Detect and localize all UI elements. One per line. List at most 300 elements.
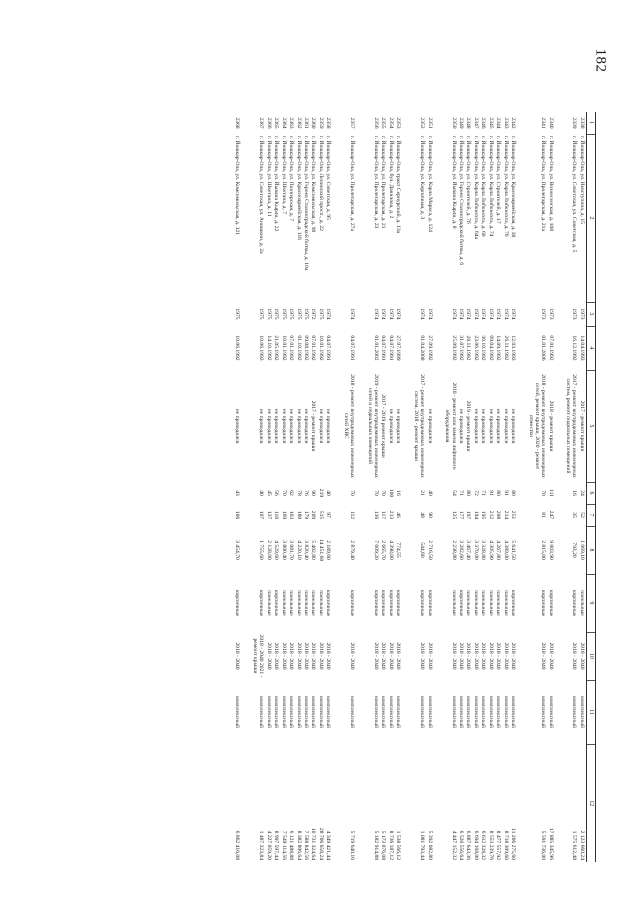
spacer-row [332, 112, 342, 862]
repair-type-cell: комплексный [450, 696, 457, 728]
repair-type-cell: комплексный [502, 696, 509, 728]
year-built-cell: 1974 [495, 308, 502, 320]
col7-value-cell: 136 [373, 510, 380, 520]
table-row [395, 112, 402, 862]
wall-material-cell: панельные [495, 590, 502, 616]
col7-value-cell: 212 [487, 510, 494, 520]
repair-type-cell: комплексный [465, 696, 472, 728]
repair-history-cell: не проводился [265, 408, 272, 444]
col7-value-cell: 46 [395, 512, 402, 518]
cost-cell: 8 997 597,44 [273, 830, 280, 860]
year-built-cell: 1974 [387, 308, 394, 320]
privatization-date-cell: 01.01.2002 [373, 335, 380, 361]
housing-repair-table [234, 112, 596, 862]
col6-value-cell: 70 [380, 490, 387, 496]
col7-value-cell: 194 [472, 510, 479, 520]
repair-type-cell: комплексный [317, 696, 324, 728]
repair-history-cell: 2017 - ремонт внутридомовых инженерных систем, 2018 - ремонт крыши [412, 374, 426, 478]
address-cell: г. Йошкар-Ола, ул. Комсомольская, д. 121 [234, 136, 241, 236]
address-cell: г. Йошкар-Ола, ул. Советская, ул. Анишкин, д. 2а [258, 136, 265, 254]
spacer-row [517, 112, 527, 862]
table-row [479, 112, 486, 862]
col6-value-cell: 40 [258, 490, 265, 496]
cost-cell: 6 862 416,08 [234, 830, 241, 860]
privatization-date-cell: 01.10.1992 [295, 335, 302, 361]
planned-period-cell: 2018 - 2040 [571, 642, 578, 670]
row-number-cell: 2360 [310, 117, 317, 129]
wall-material-cell: панельные [450, 590, 457, 616]
repair-type-cell: комплексный [387, 696, 394, 728]
col7-value-cell: 169 [280, 510, 287, 520]
privatization-date-cell: 21.05.1992 [273, 335, 280, 361]
planned-period-cell: 2018 - 2040 [265, 642, 272, 670]
year-built-cell: 1975 [295, 308, 302, 320]
spacer-row [433, 112, 443, 862]
repair-type-cell: комплексный [510, 696, 517, 728]
table-row [564, 112, 578, 862]
col6-value-cell: 16 [571, 490, 578, 496]
address-cell: г. Йошкар-Ола, ул. Йывана Кырли, д. 22 [273, 136, 280, 232]
repair-history-cell: не проводился [480, 408, 487, 444]
planned-period-cell: 2018 - 2040 [280, 642, 287, 670]
year-built-cell: 1975 [265, 308, 272, 320]
privatization-date-cell: 27.07.1999 [395, 335, 402, 361]
privatization-date-cell: 31.07.1992 [457, 335, 464, 361]
col7-value-cell: 180 [295, 510, 302, 520]
address-cell: г. Йошкар-Ола, ул. Пролетарская, д. 27а [349, 136, 356, 231]
header-cell: 11 [586, 680, 595, 744]
row-number-cell: 2364 [280, 117, 287, 129]
privatization-date-cell: 07.01.1992 [288, 335, 295, 361]
col7-value-cell: 48 [419, 512, 426, 518]
repair-history-cell: не проводился [288, 408, 295, 444]
year-built-cell: 1975 [234, 308, 241, 320]
col7-value-cell: 214 [502, 510, 509, 520]
year-built-cell: 1975 [280, 308, 287, 320]
area-cell: 2 238,80 [450, 540, 457, 560]
address-cell: г. Йошкар-Ола, ул. Строителей, д. 17 [495, 136, 502, 224]
address-cell: г. Йошкар-Ола, ул. Пролетарская, д. 23 [373, 136, 380, 229]
planned-period-cell: 2018 - 2040 [426, 642, 433, 670]
table-row [295, 112, 302, 862]
planned-period-cell: 2018 - 2040 [450, 642, 457, 670]
planned-period-cell: 2018 - 2040 [373, 642, 380, 670]
area-cell: 2 815,00 [540, 540, 547, 560]
repair-type-cell: комплексный [419, 696, 426, 728]
area-cell: 544,60 [419, 542, 426, 558]
col7-value-cell: 81 [540, 512, 547, 518]
address-cell: г. Йошкар-Ола, бул. Данилова, д. 2 [387, 136, 394, 219]
col7-value-cell: 177 [457, 510, 464, 520]
repair-type-cell: комплексный [288, 696, 295, 728]
area-cell: 2 716,50 [426, 540, 433, 560]
area-cell: 4 398,00 [387, 540, 394, 560]
repair-history-cell: не проводился [280, 408, 287, 444]
area-cell: 7 609,20 [373, 540, 380, 560]
cost-cell: 6 520 556,64 [457, 830, 464, 860]
cost-cell: 6 694 168,00 [472, 830, 479, 860]
repair-type-cell: комплексный [310, 696, 317, 728]
row-number-cell: 2354 [387, 117, 394, 129]
table-row [472, 112, 479, 862]
col7-value-cell: 107 [258, 510, 265, 520]
repair-history-cell: не проводился [472, 408, 479, 444]
privatization-date-cell: 14.04.1993 [578, 335, 585, 361]
repair-type-cell: комплексный [495, 696, 502, 728]
year-built-cell: 1974 [457, 308, 464, 320]
cost-cell: 1 538 566,12 [395, 830, 402, 860]
col6-value-cell: 71 [480, 490, 487, 496]
privatization-date-cell: 10.01.1992 [317, 335, 324, 361]
repair-history-cell: 2017 - ремонт внутридомовых инженерных систем, ремонт подвальных помещений [565, 374, 578, 478]
year-built-cell: 1973 [540, 308, 547, 320]
wall-material-cell: панельные [280, 590, 287, 616]
repair-history-cell: 2019 - ремонт внутридомовых инженерных сетей и подвальных помещений [366, 374, 380, 478]
header-cell: 5 [586, 370, 595, 482]
col6-value-cell: 45 [265, 490, 272, 496]
year-built-cell: 1975 [288, 308, 295, 320]
area-cell: 4 389,00 [502, 540, 509, 560]
privatization-date-cell: 25.09.1992 [450, 335, 457, 361]
col6-value-cell: 76 [302, 490, 309, 496]
address-cell: г. Йошкар-Ола, ул. Комсомольская, д. 90 [310, 136, 317, 233]
row-number-cell: 2339 [571, 117, 578, 129]
area-cell: 793,20 [571, 542, 578, 558]
address-cell: г. Йошкар-Ола, ул. Карла Либкнехта, д. 74 [487, 136, 494, 237]
cost-cell: 5 591 736,00 [540, 830, 547, 860]
row-number-cell: 2338 [578, 117, 585, 129]
privatization-date-cell: 07.01.1992 [547, 335, 554, 361]
spacer-cell [402, 112, 412, 862]
repair-type-cell: комплексный [325, 696, 332, 728]
table-row [251, 112, 265, 862]
col6-value-cell: 70 [540, 490, 547, 496]
cost-cell: 5 182 914,88 [373, 830, 380, 860]
col6-value-cell: 91 [487, 490, 494, 496]
spacer-cell [433, 112, 443, 862]
repair-type-cell: комплексный [472, 696, 479, 728]
col7-value-cell: 247 [547, 510, 554, 520]
address-cell: г. Йошкар-Ола, ул. Героев Сталинградской битвы, д. 10а [302, 136, 309, 271]
wall-material-cell: панельные [288, 590, 295, 616]
wall-material-cell: кирпичные [387, 589, 394, 617]
wall-material-cell: кирпичные [380, 589, 387, 617]
table-row [342, 112, 356, 862]
area-cell: 3 081,70 [288, 540, 295, 560]
cost-cell: 7 549 114,56 [280, 830, 287, 860]
area-cell: 774,55 [395, 542, 402, 558]
area-cell: 3 800,40 [280, 540, 287, 560]
planned-period-cell: 2018 - 2040 [380, 642, 387, 670]
col7-value-cell: 163 [288, 510, 295, 520]
address-cell: г. Йошкар-Ола, ул. Шкетана, д. 11 [265, 136, 272, 217]
wall-material-cell: кирпичные [510, 589, 517, 617]
privatization-date-cell: 10.01.1992 [280, 335, 287, 361]
area-cell: 3 454,70 [234, 540, 241, 560]
row-number-cell: 2350 [450, 117, 457, 129]
row-number-cell: 2340 [547, 117, 554, 129]
col7-value-cell: 118 [273, 510, 280, 520]
table-row [527, 112, 547, 862]
row-number-cell: 2358 [325, 117, 332, 129]
col6-value-cell: 16 [395, 490, 402, 496]
table-row [426, 112, 433, 862]
address-cell: г. Йошкар-Ола, ул. Пролетарская, д. 21 [380, 136, 387, 229]
col7-value-cell: 515 [317, 510, 324, 520]
year-built-cell: 1974 [380, 308, 387, 320]
address-cell: г. Йошкар-Ола, ул. Шкетана, д. 7 [280, 136, 287, 215]
planned-period-cell: 2018 - 2040 [288, 642, 295, 670]
privatization-date-cell: 04.07.1991 [325, 335, 332, 361]
year-built-cell: 1974 [502, 308, 509, 320]
header-cell: 10 [586, 632, 595, 680]
col6-value-cell: 62 [288, 490, 295, 496]
col6-value-cell: 80 [495, 490, 502, 496]
repair-type-cell: комплексный [426, 696, 433, 728]
planned-period-cell: 2018 - 2040 [234, 642, 241, 670]
table-row [494, 112, 501, 862]
planned-period-cell: 2018 - 2040 [349, 642, 356, 670]
privatization-date-cell: 10.06.1993 [258, 335, 265, 361]
year-built-cell: 1974 [419, 308, 426, 320]
header-cell: 1 [586, 112, 595, 134]
planned-period-cell: 2018 - 2040 [495, 642, 502, 670]
planned-period-cell: 2018 - 2040 [487, 642, 494, 670]
table-row [443, 112, 457, 862]
planned-period-cell: 2018 - 2040 [480, 642, 487, 670]
header-cell: 9 [586, 574, 595, 632]
repair-type-cell: комплексный [258, 696, 265, 728]
area-cell: 3 282,60 [457, 540, 464, 560]
repair-type-cell: комплексный [280, 696, 287, 728]
wall-material-cell: панельные [472, 590, 479, 616]
col7-value-cell: 52 [578, 512, 585, 518]
planned-period-cell: 2018 - 2040 [502, 642, 509, 670]
wall-material-cell: кирпичные [547, 589, 554, 617]
address-cell: г. Йошкар-Ола, ул. Героев Сталинградской битвы, д. 6 [457, 136, 464, 266]
cost-cell: 6 121 488,88 [288, 830, 295, 860]
col6-value-cell: 24 [578, 490, 585, 496]
address-cell: г. Йошкар-Ола, ул. Карла Либкнехта, д. 60 [480, 136, 487, 237]
wall-material-cell: кирпичные [273, 589, 280, 617]
repair-type-cell: комплексный [295, 696, 302, 728]
table-row [234, 112, 241, 862]
table-row [287, 112, 294, 862]
year-built-cell: 1974 [510, 308, 517, 320]
privatization-date-cell: 14.10.1992 [265, 335, 272, 361]
planned-period-cell: 2018 - 2040 [510, 642, 517, 670]
row-number-cell: 2359 [317, 117, 324, 129]
wall-material-cell: кирпичные [540, 589, 547, 617]
wall-material-cell: панельные [310, 590, 317, 616]
wall-material-cell: кирпичные [419, 589, 426, 617]
cost-cell: 2 123 660,24 [578, 830, 585, 860]
wall-material-cell: панельные [578, 590, 585, 616]
address-cell: г. Йошкар-Ола, ул. Карла Маркса, д. 124 [426, 136, 433, 232]
row-number-cell: 2351 [426, 117, 433, 129]
cost-cell: 8 553 239,76 [487, 830, 494, 860]
repair-type-cell: комплексный [547, 696, 554, 728]
row-number-cell: 2349 [457, 117, 464, 129]
wall-material-cell: кирпичные [258, 589, 265, 617]
col6-value-cell: 72 [472, 490, 479, 496]
privatization-date-cell: 27.09.1992 [426, 335, 433, 361]
privatization-date-cell: 20.11.1992 [465, 335, 472, 361]
wall-material-cell: панельные [480, 590, 487, 616]
wall-material-cell: панельные [465, 590, 472, 616]
cost-cell: 5 173 076,08 [380, 830, 387, 860]
year-built-cell: 1975 [273, 308, 280, 320]
row-number-cell: 2345 [487, 117, 494, 129]
year-built-cell: 1972 [310, 308, 317, 320]
repair-history-cell: 2018 - ремонт внутридомовых инженерных сетей, ремонт крыши, 2020 - ремонт отмостки [527, 374, 547, 478]
col7-value-cell: 117 [380, 510, 387, 520]
spacer-row [554, 112, 564, 862]
repair-history-cell: не проводился [502, 408, 509, 444]
cost-cell: 4 227 059,20 [265, 830, 272, 860]
col7-value-cell: 112 [349, 510, 356, 520]
col6-value-cell: 71 [457, 490, 464, 496]
wall-material-cell: кирпичные [457, 589, 464, 617]
cost-cell: 8 736 187,12 [387, 830, 394, 860]
row-number-cell: 2362 [295, 117, 302, 129]
row-number-cell: 2366 [265, 117, 272, 129]
area-cell: 5 402,80 [310, 540, 317, 560]
area-cell: 2 128,00 [265, 540, 272, 560]
col6-value-cell: 70 [349, 490, 356, 496]
repair-type-cell: комплексный [480, 696, 487, 728]
privatization-date-cell: 09.04.1992 [487, 335, 494, 361]
cost-cell: 7 588 842,56 [302, 830, 309, 860]
wall-material-cell: кирпичные [395, 589, 402, 617]
area-cell: 2 189,60 [325, 540, 332, 560]
col6-value-cell: 56 [273, 490, 280, 496]
header-cell: 3 [586, 302, 595, 326]
wall-material-cell: кирпичные [234, 589, 241, 617]
address-cell: г. Йошкар-Ола, ул. Карла Либкнехта, д. 76 [502, 136, 509, 237]
repair-history-cell: не проводился [457, 408, 464, 444]
row-number-cell: 2355 [380, 117, 387, 129]
wall-material-cell: панельные [317, 590, 324, 616]
row-number-cell: 2356 [373, 117, 380, 129]
col6-value-cell: 80 [465, 490, 472, 496]
col6-value-cell: 80 [510, 490, 517, 496]
header-cell: 2 [586, 134, 595, 302]
cost-cell: 11 206 275,60 [510, 828, 517, 860]
table-row [465, 112, 472, 862]
planned-period-cell: 2018 - 2040 [419, 642, 426, 670]
col6-value-cell: 43 [234, 490, 241, 496]
planned-period-cell: 2018 - 2040 [540, 642, 547, 670]
privatization-date-cell: 23.06.1992 [472, 335, 479, 361]
repair-history-cell: 2018 - ремонт крыши [547, 400, 554, 452]
table-row [317, 112, 324, 862]
address-cell: г. Йошкар-Ола, ул. Пролетарская, д. 21а [540, 136, 547, 231]
col7-value-cell: 137 [265, 510, 272, 520]
year-built-cell: 1974 [472, 308, 479, 320]
col7-value-cell: 209 [310, 510, 317, 520]
col6-value-cell: 111 [547, 489, 554, 497]
privatization-date-cell: 01.01.2006 [540, 335, 547, 361]
repair-type-cell: комплексный [380, 696, 387, 728]
row-number-cell: 2341 [540, 117, 547, 129]
area-cell: 1 069,10 [578, 540, 585, 560]
address-cell: г. Йошкар-Ола, ул. Карла Либкнехта, д. 64а [472, 136, 479, 240]
row-number-cell: 2368 [234, 117, 241, 129]
year-built-cell: 1974 [395, 308, 402, 320]
year-built-cell: 1973 [571, 308, 578, 320]
cost-cell: 6 887 643,36 [465, 830, 472, 860]
year-built-cell: 1974 [349, 308, 356, 320]
address-cell: г. Йошкар-Ола, Ленинский просп., д. 22 [317, 136, 324, 231]
row-number-cell: 2361 [302, 117, 309, 129]
cost-cell: 5 392 082,80 [426, 830, 433, 860]
year-built-cell: 1974 [426, 308, 433, 320]
cost-cell: 1 575 612,48 [571, 830, 578, 860]
planned-period-cell: 2018 - 2040 [295, 642, 302, 670]
repair-history-cell: 2017 - ремонт крыши [578, 400, 585, 452]
planned-period-cell: 2018 - 2040 [302, 642, 309, 670]
privatization-date-cell: 04.07.1991 [387, 335, 394, 361]
area-cell: 4 305,90 [487, 540, 494, 560]
col7-value-cell: 106 [234, 510, 241, 520]
col6-value-cell: 21 [419, 490, 426, 496]
address-cell: г. Йошкар-Ола, ул. Строителей, д. 7б [465, 136, 472, 224]
planned-period-cell: 2018 - 2040 [578, 642, 585, 670]
cost-cell: 1 081 793,44 [419, 830, 426, 860]
planned-period-cell: 2018 - 2040 [395, 642, 402, 670]
privatization-date-cell: 10.06.1992 [234, 335, 241, 361]
planned-period-cell: 2018 - 2040 [465, 642, 472, 670]
col6-value-cell: 40 [325, 490, 332, 496]
repair-history-cell: не проводился [426, 408, 433, 444]
wall-material-cell: кирпичные [349, 589, 356, 617]
row-number-cell: 2343 [502, 117, 509, 129]
address-cell: г. Йошкар-Ола, ул. Красноармейская, д. 30 [510, 136, 517, 238]
planned-period-cell: 2018 - 2040 [317, 642, 324, 670]
wall-material-cell: панельные [487, 590, 494, 616]
planned-period-cell: 2018 - 2040 [310, 642, 317, 670]
repair-history-cell: не проводился [487, 408, 494, 444]
area-cell: 4 529,60 [273, 540, 280, 560]
cost-cell: 17 885 345,96 [547, 827, 554, 860]
address-cell: г. Йошкар-Ола, ул. Советская, д. 95 [325, 136, 332, 220]
row-number-cell: 2363 [288, 117, 295, 129]
repair-history-cell: не проводился [395, 408, 402, 444]
col6-value-cell: 54 [450, 490, 457, 496]
repair-history-cell: не проводился [387, 408, 394, 444]
repair-history-cell: 2017 - 2019 ремонт крыши [380, 394, 387, 458]
col7-value-cell: 97 [325, 512, 332, 518]
row-number-cell: 2344 [495, 117, 502, 129]
row-number-cell: 2367 [258, 117, 265, 129]
cost-cell: 4 349 421,44 [325, 830, 332, 860]
col6-value-cell: 91 [502, 490, 509, 496]
planned-period-cell: 2018 - 2040 [387, 642, 394, 670]
repair-history-cell: не проводился [295, 408, 302, 444]
cost-cell: 10 731 324,64 [310, 827, 317, 860]
repair-history-cell: не проводился [234, 408, 241, 444]
col7-value-cell: 179 [302, 510, 309, 520]
year-built-cell: 1973 [547, 308, 554, 320]
wall-material-cell: панельные [265, 590, 272, 616]
repair-history-cell: не проводился [510, 408, 517, 444]
repair-type-cell: комплексный [395, 696, 402, 728]
planned-period-cell: 2018 - 2040 [457, 642, 464, 670]
table-row [302, 112, 309, 862]
repair-history-cell: 2018 - ремонт внутридомовых инженерных сетей ХВС [342, 374, 356, 478]
year-built-cell: 1974 [480, 308, 487, 320]
